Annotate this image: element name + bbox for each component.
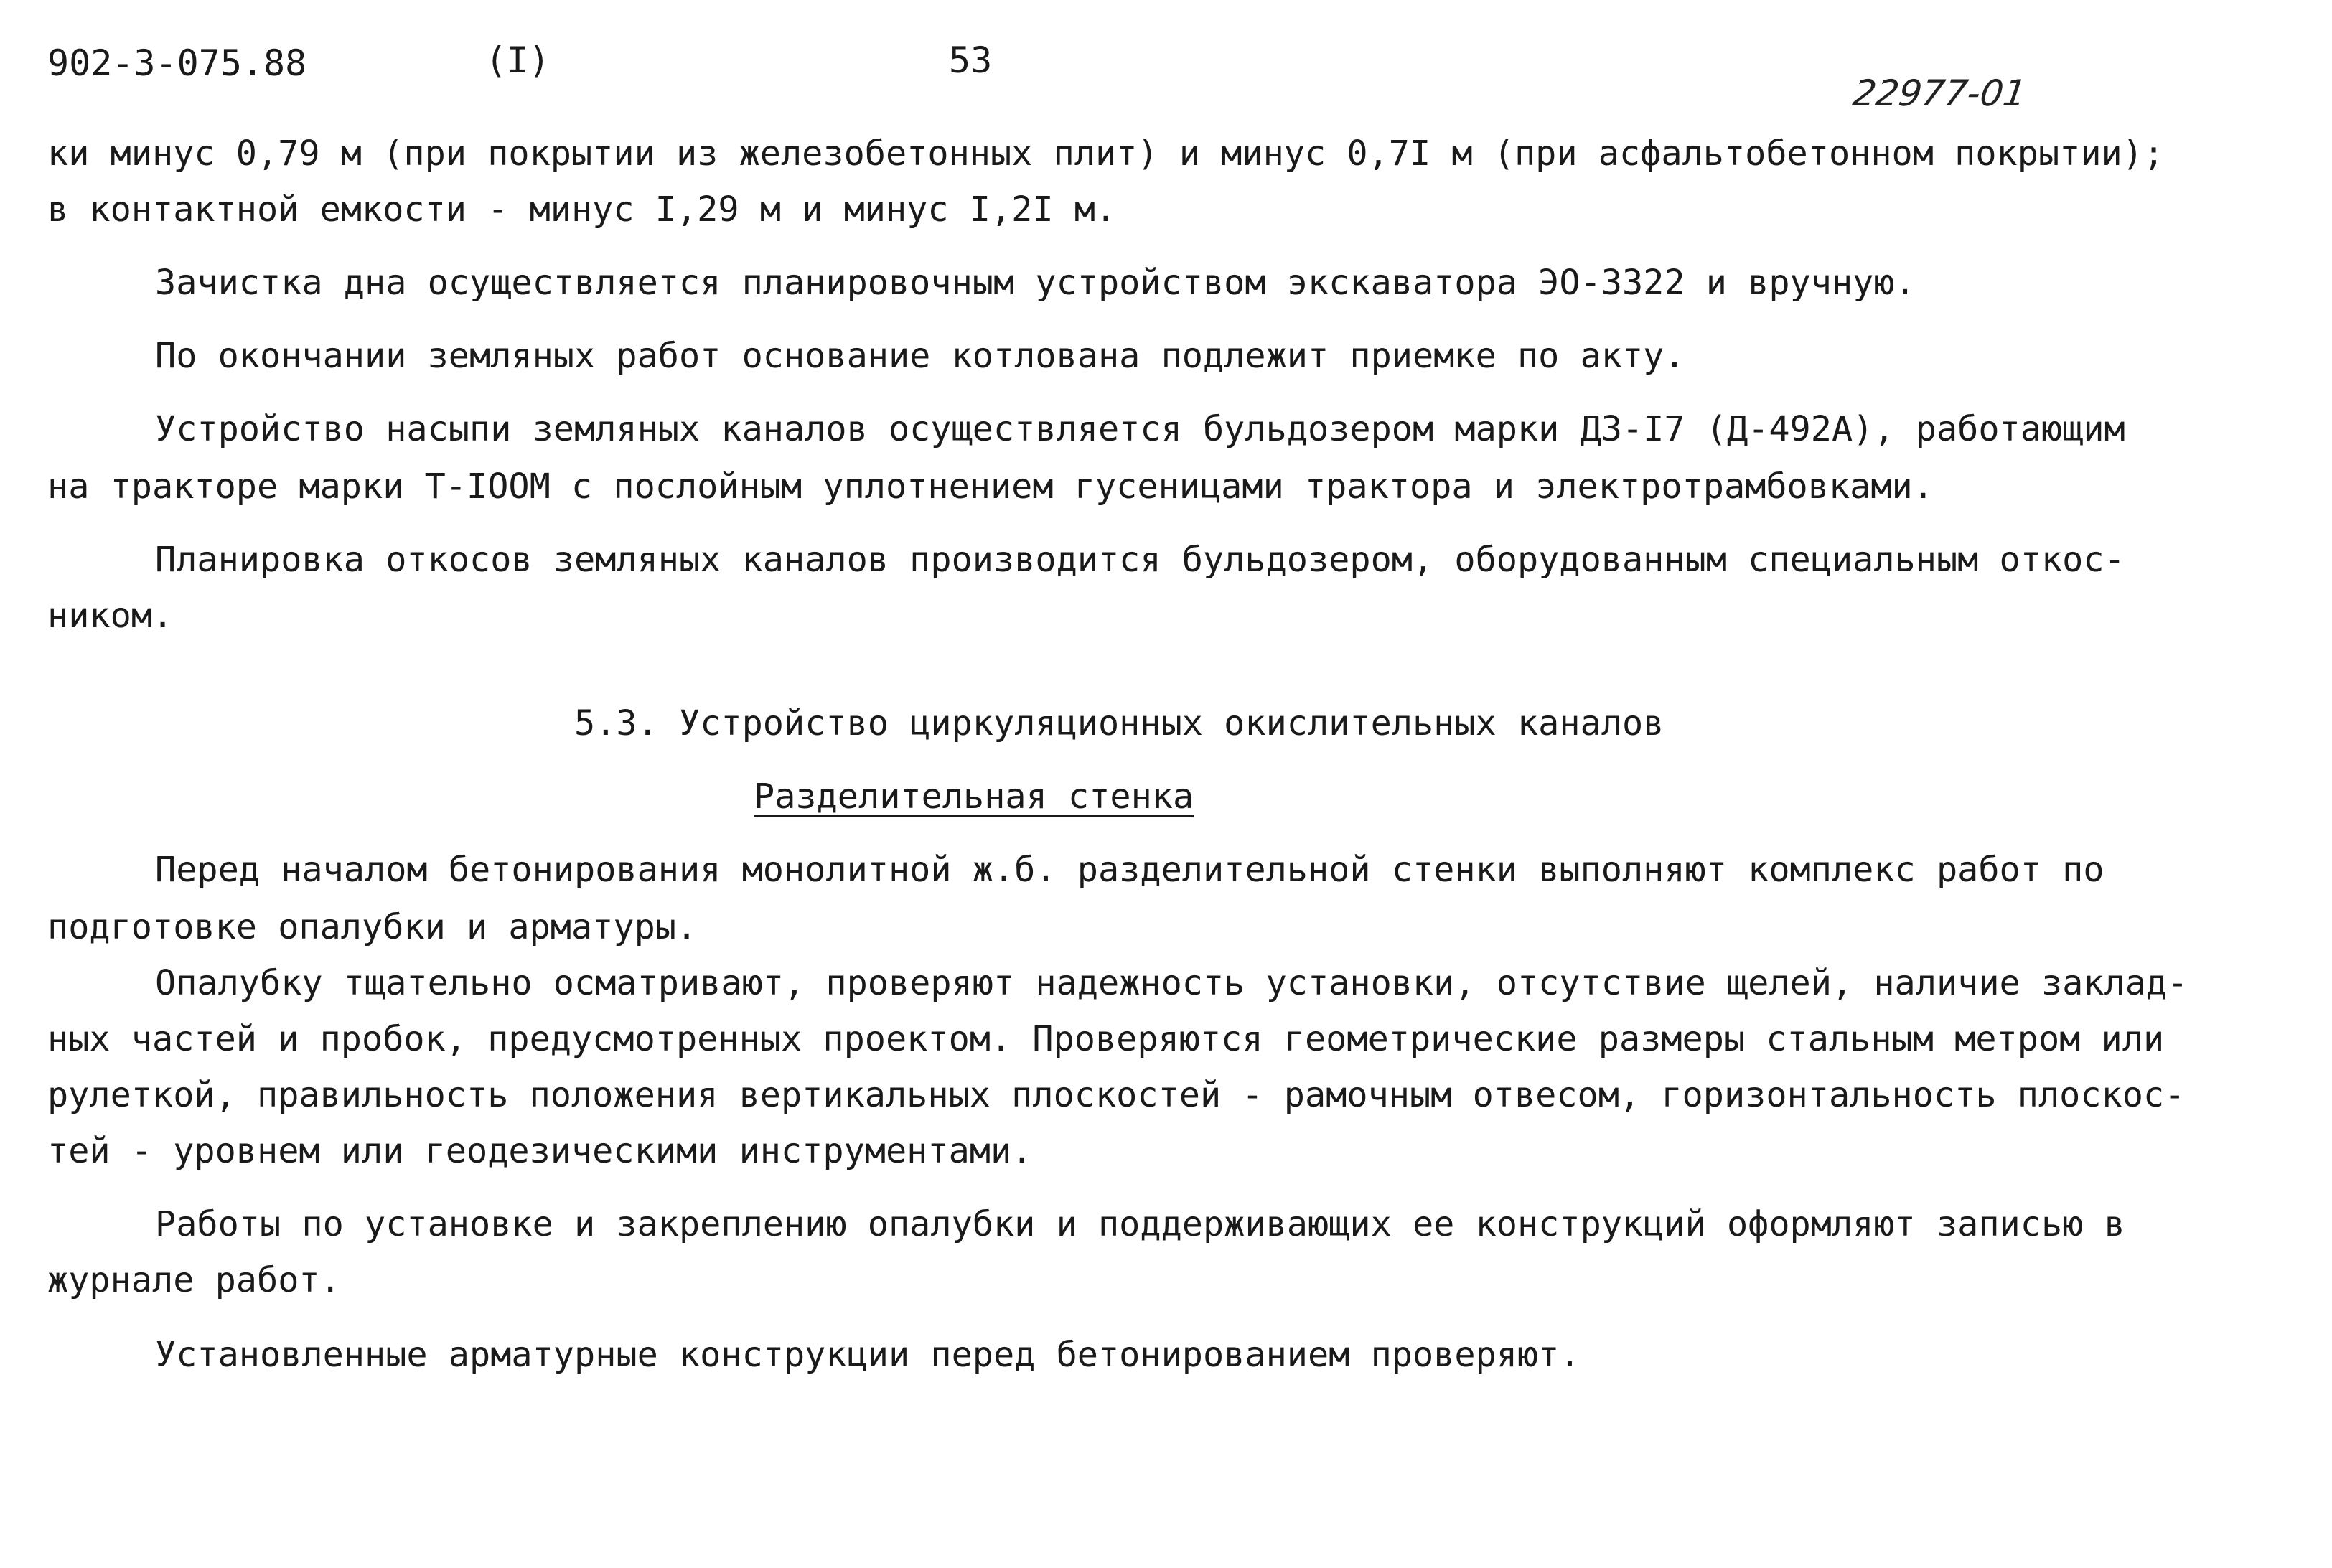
document-code: 902-3-075.88 [47, 42, 307, 84]
section-subheading: Разделительная стенка [754, 776, 1194, 817]
text-line: на тракторе марки Т-IООМ с послойным уплотнением гусеницами трактора и электротрамбовками. [47, 466, 1934, 507]
sheet-mark: (I) [485, 39, 551, 81]
text-line: в контактной емкости - минус I,29 м и минус I,2I м. [47, 189, 1117, 230]
page-number: 53 [949, 39, 993, 81]
text-line: ником. [47, 596, 174, 636]
text-line: ных частей и пробок, предусмотренных проектом. Проверяются геометрические размеры стальным метром или [47, 1019, 2165, 1059]
text-line: подготовке опалубки и арматуры. [47, 907, 698, 947]
text-line: Опалубку тщательно осматривают, проверяют надежность установки, отсутствие щелей, наличие заклад- [155, 963, 2188, 1003]
text-line: Планировка откосов земляных каналов производится бульдозером, оборудованным специальным откос- [155, 540, 2125, 580]
section-heading: 5.3. Устройство циркуляционных окислительных каналов [574, 703, 1664, 743]
text-line: Установленные арматурные конструкции перед бетонированием проверяют. [155, 1335, 1581, 1375]
text-line: Перед началом бетонирования монолитной ж.б. разделительной стенки выполняют комплекс работ по [155, 850, 2104, 890]
text-line: Зачистка дна осуществляется планировочным устройством экскаватора ЭО-3322 и вручную. [155, 263, 1916, 303]
inventory-number: 22977-01 [1850, 72, 2029, 114]
text-line: журнале работ. [47, 1260, 341, 1300]
text-line: Устройство насыпи земляных каналов осуществляется бульдозером марки ДЗ-I7 (Д-492А), работающим [155, 409, 2125, 449]
text-line: По окончании земляных работ основание котлована подлежит приемке по акту. [155, 336, 1685, 376]
text-line: ки минус 0,79 м (при покрытии из железобетонных плит) и минус 0,7I м (при асфальтобетонном покрытии); [47, 133, 2165, 174]
text-line: рулеткой, правильность положения вертикальных плоскостей - рамочным отвесом, горизонтальность плоскос- [47, 1075, 2186, 1115]
text-line: тей - уровнем или геодезическими инструментами. [47, 1131, 1033, 1171]
text-line: Работы по установке и закреплению опалубки и поддерживающих ее конструкций оформляют записью в [155, 1204, 2125, 1244]
